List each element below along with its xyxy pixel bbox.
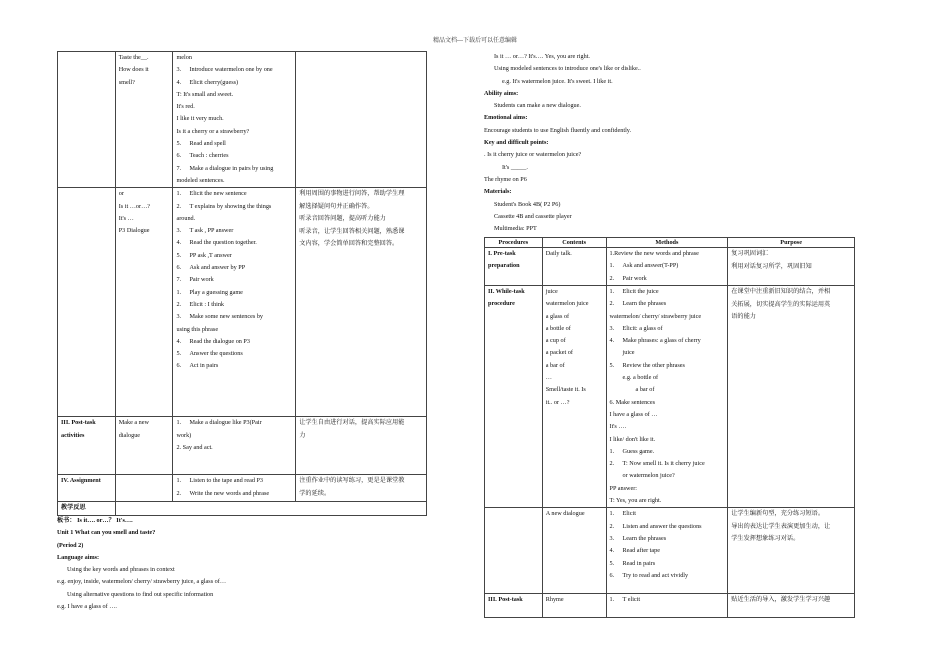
cell-line: It's … <box>118 214 134 222</box>
header-methods: Methods <box>606 238 728 248</box>
cell-line: it.. or …? <box>545 398 570 406</box>
table-row <box>58 475 427 502</box>
table-row <box>485 286 855 508</box>
item-text: Answer the questions <box>189 350 243 358</box>
cell-line <box>610 446 725 458</box>
cell-line: modeled sentences. <box>176 176 225 184</box>
cell-line: dialogue <box>118 431 141 439</box>
item-number: 6. <box>176 264 182 272</box>
item-text: Listen and answer the questions <box>622 522 702 530</box>
cell-line <box>610 286 725 298</box>
item-text: T elicit <box>622 596 641 604</box>
text-line: Student's Book 4B( P2 P6) <box>494 200 561 208</box>
cell-line: T: It's small and sweet. <box>176 90 234 98</box>
text-line: Using the key words and phrases in context <box>67 566 175 574</box>
cell-line <box>176 360 292 372</box>
item-number: 2. <box>609 274 615 282</box>
text-line: e.g. I have a glass of …. <box>57 603 117 611</box>
item-text: Write the new words and phrase <box>189 489 270 497</box>
cell-line: work) <box>176 431 192 439</box>
cell-line: T: Yes, you are right. <box>609 497 662 505</box>
methods-cell <box>173 188 296 417</box>
item-number: 1. <box>176 190 182 198</box>
cell-line <box>176 250 292 262</box>
item-text: T explains by showing the things <box>189 202 272 210</box>
contents-cell <box>542 594 606 618</box>
cell-line <box>176 311 292 323</box>
cell-line <box>176 77 292 89</box>
cell-line: a bar of <box>635 386 655 394</box>
stage-cell <box>485 508 543 594</box>
item-text: Read the question together. <box>189 239 257 247</box>
cell-line: I have a glass of … <box>609 410 658 418</box>
methods-cell <box>606 508 728 594</box>
item-text: Read the dialogue on P3 <box>189 337 250 345</box>
item-number: 6. <box>609 571 615 579</box>
cell-line <box>176 348 292 360</box>
table-row <box>485 594 855 618</box>
cell-line: 听录音回答问题，提高听力能力 <box>299 215 386 223</box>
section-heading: Key and difficult points: <box>484 139 549 147</box>
cell-line: 利用对话复习所学，巩固旧知 <box>731 262 812 270</box>
cell-line: juice <box>545 288 558 295</box>
text-line: . Is it cherry juice or watermelon juice? <box>484 151 582 159</box>
contents-cell <box>115 52 173 188</box>
item-text: Ask and answer by PP <box>189 264 246 272</box>
cell-line: watermelon/ cherry/ strawberry juice <box>609 312 702 320</box>
table-row <box>485 508 855 594</box>
cell-line: a cup of <box>545 337 566 345</box>
right-lesson-table <box>484 237 855 618</box>
cell-line: Is it …or…? <box>118 202 151 210</box>
item-number: 4. <box>176 239 182 247</box>
cell-line: a glass of <box>545 312 570 320</box>
contents-cell <box>542 248 606 286</box>
table-header-row <box>485 238 855 248</box>
item-number: 7. <box>176 164 182 172</box>
cell-line: 听录音，让学生回答相关问题，熟悉课 <box>299 227 405 235</box>
item-text: Read after tape <box>622 547 660 555</box>
cell-line <box>176 488 292 500</box>
item-text: Ask and answer(T-PP) <box>622 262 679 270</box>
cell-line <box>176 475 292 487</box>
item-number: 6. <box>176 362 182 370</box>
cell-line <box>176 64 292 76</box>
cell-line <box>176 274 292 286</box>
stage-cell <box>485 248 543 286</box>
item-number: 4. <box>609 547 615 555</box>
cell-line: a bar of <box>545 361 565 369</box>
item-text: Read in pairs <box>622 559 656 567</box>
stage-label: II. While-task procedure <box>488 288 525 308</box>
table-row <box>58 502 427 515</box>
cell-line <box>176 188 292 200</box>
methods-cell <box>606 286 728 508</box>
cell-line <box>176 150 292 162</box>
purpose-cell <box>728 248 855 286</box>
cell-line: Is it a cherry or a strawberry? <box>176 127 250 135</box>
cell-line: 语的能力 <box>731 313 756 320</box>
cell-line: How does it <box>118 66 149 74</box>
header-contents: Contents <box>542 238 606 248</box>
cell-line: 学的延续。 <box>299 489 331 497</box>
cell-line: 关拓展，切实提高学生的实际运用英 <box>731 300 831 308</box>
section-heading: 板书： Is it…. or…？ It's…. <box>57 517 133 524</box>
cell-line: A new dialogue <box>545 510 585 518</box>
cell-line: 让学生编新句型，充分练习短语。 <box>731 510 825 518</box>
item-text: T: Now smell it. Is it cherry juice <box>622 460 705 468</box>
item-number: 5. <box>176 350 182 358</box>
item-number: 1. <box>176 419 182 427</box>
cell-line <box>610 558 725 570</box>
item-number: 4. <box>176 78 182 86</box>
stage-cell <box>58 52 116 188</box>
cell-line: or watermelon juice? <box>622 472 675 480</box>
header-procedures: Procedures <box>485 238 543 248</box>
section-heading: Ability aims: <box>484 89 519 97</box>
stage-label: III. Post-task <box>488 596 523 604</box>
cell-line <box>610 570 725 582</box>
purpose-cell <box>728 286 855 508</box>
section-heading: Language aims: <box>57 553 100 561</box>
item-number: 1. <box>609 288 615 295</box>
header-purpose: Purpose <box>728 238 855 248</box>
cell-line: 2. Say and act. <box>176 443 213 451</box>
cell-line: a bottle of <box>545 324 571 332</box>
cell-line <box>176 299 292 311</box>
item-text: Pair work <box>189 276 214 284</box>
stage-cell <box>58 502 116 515</box>
cell-line <box>610 260 725 272</box>
item-number: 6. <box>176 152 182 160</box>
cell-line <box>176 138 292 150</box>
cell-line: Make a new <box>118 419 149 427</box>
cell-line: It's red. <box>176 103 195 111</box>
cell-line: … <box>545 374 552 382</box>
cell-line: 利用周围的事物进行问答，帮助学生理 <box>299 190 405 198</box>
cell-line: Rhyme <box>545 596 564 604</box>
cell-line <box>176 163 292 175</box>
purpose-cell <box>728 594 855 618</box>
left-lesson-table <box>57 51 427 516</box>
item-number: 1. <box>609 262 615 270</box>
item-number: 2. <box>609 522 615 530</box>
cell-line: Smell/taste it. Is <box>545 386 586 394</box>
cell-line <box>176 225 292 237</box>
item-number: 3. <box>609 534 615 542</box>
cell-line: 6. Make sentences <box>609 398 656 406</box>
cell-line: 导出的表达让学生表演更加生动，让 <box>731 522 831 530</box>
cell-line <box>610 458 725 470</box>
cell-line: using this phrase <box>176 325 219 333</box>
contents-cell <box>115 188 173 417</box>
cell-line: 注重作业中的读写练习，更是是课堂教 <box>299 477 405 485</box>
item-number: 5. <box>176 251 182 259</box>
item-number: 3. <box>609 324 615 332</box>
item-text: Read and spell <box>189 140 226 148</box>
stage-label: IV. Assignment <box>61 477 101 485</box>
item-number: 2. <box>176 300 182 308</box>
item-text: Learn the phrases <box>622 534 667 542</box>
item-text: Make some new sentences by <box>189 313 264 321</box>
contents-cell <box>542 286 606 508</box>
stage-cell <box>485 286 543 508</box>
cell-line: I like/ don't like it. <box>609 435 656 443</box>
item-number: 3. <box>176 66 182 74</box>
text-line: Using alternative questions to find out specific information <box>67 590 214 598</box>
cell-line <box>610 335 725 347</box>
section-heading: Emotional aims: <box>484 114 528 122</box>
cell-line: Taste the__. <box>118 54 149 61</box>
cell-line: watermelon juice <box>545 300 589 308</box>
cell-line: 文内容，学会简单回答和完整回答。 <box>299 240 399 248</box>
item-text: Elicit the juice <box>622 288 659 295</box>
item-text: Teach : cherries <box>189 152 229 160</box>
cell-line: It's …. <box>609 423 627 431</box>
purpose-cell <box>296 475 427 502</box>
methods-cell <box>173 52 296 188</box>
purpose-cell <box>296 52 427 188</box>
contents-cell <box>115 475 173 502</box>
cell-line: e.g. a bottle of <box>622 374 659 382</box>
cell-line <box>176 287 292 299</box>
item-number: 4. <box>176 337 182 345</box>
table-row <box>58 417 427 475</box>
item-text: Act in pairs <box>189 362 219 370</box>
item-text: Make phrases: a glass of cherry <box>622 337 701 345</box>
methods-cell <box>173 475 296 502</box>
page-header: 精品文档---下载后可以任意编辑 <box>433 38 517 44</box>
cell-line: juice <box>622 349 635 357</box>
cell-line <box>610 521 725 533</box>
item-text: Guess game. <box>622 447 655 455</box>
cell-line <box>610 533 725 545</box>
item-number: 1. <box>176 288 182 296</box>
item-text: Elicit : I think <box>189 300 225 308</box>
stage-cell <box>58 417 116 475</box>
text-line: The rhyme on P6 <box>484 175 527 183</box>
cell-line: P3 Dialogue <box>118 227 150 235</box>
item-text: Make a dialogue in pairs by using <box>189 164 274 172</box>
item-text: PP ask ,T answer <box>189 251 232 259</box>
cell-line: or <box>118 190 124 198</box>
text-line: e.g. enjoy, inside, watermelon/ cherry/ strawberry juice, a glass of… <box>57 578 227 586</box>
table-row <box>58 188 427 417</box>
purpose-cell <box>296 188 427 417</box>
text-line: Students can make a new dialogue. <box>494 102 581 110</box>
section-heading: Materials: <box>484 188 512 196</box>
item-number: 3. <box>176 313 182 321</box>
stage-label: III. Post-task activities <box>61 419 96 439</box>
stage-label: 教学反思 <box>61 504 86 512</box>
item-number: 1. <box>609 596 615 604</box>
item-text: Introduce watermelon one by one <box>189 66 273 74</box>
stage-cell <box>58 475 116 502</box>
methods-cell <box>606 594 728 618</box>
item-number: 1. <box>609 510 615 518</box>
cell-line: melon <box>176 54 192 61</box>
item-number: 7. <box>176 276 182 284</box>
cell-line: 1.Review the new words and phrase <box>609 250 699 257</box>
item-text: Listen to the tape and read P3 <box>189 477 264 485</box>
text-line: Multimedia: PPT <box>494 225 537 233</box>
item-text: Elicit cherry(guess) <box>189 78 239 86</box>
cell-line: 贴近生活的导入，激发学生学习兴趣 <box>731 596 831 604</box>
item-number: 2. <box>609 300 615 308</box>
cell-line: around. <box>176 214 196 222</box>
item-number: 4. <box>609 337 615 345</box>
text-line: Is it … or…? It's…. Yes, you are right. <box>494 53 590 60</box>
item-number: 2. <box>176 489 182 497</box>
stage-label: I. Pre-task preparation <box>488 250 520 270</box>
table-row <box>58 52 427 188</box>
item-text: Make a dialogue like P3(Pair <box>189 419 262 427</box>
cell-line <box>610 360 725 372</box>
left-notes <box>57 515 226 613</box>
cell-line: 复习巩固词汇 <box>731 250 769 257</box>
cell-line <box>176 336 292 348</box>
section-heading: Unit 1 What can you smell and taste? <box>57 529 156 537</box>
contents-cell <box>542 508 606 594</box>
stage-cell <box>58 188 116 417</box>
item-number: 5. <box>609 559 615 567</box>
cell-line <box>176 417 292 429</box>
right-notes <box>484 51 641 235</box>
item-number: 3. <box>176 227 182 235</box>
item-text: Elicit the new sentence <box>189 190 247 198</box>
purpose-cell <box>296 417 427 475</box>
cell-line <box>610 273 725 285</box>
item-text: Review the other phrases <box>622 361 685 369</box>
cell-line <box>610 545 725 557</box>
item-number: 2. <box>609 460 615 468</box>
cell-line <box>176 237 292 249</box>
cell-line: 解选择疑问句并正确作答。 <box>299 202 374 210</box>
item-text: Play a guessing game <box>189 288 243 296</box>
item-text: Pair work <box>622 274 647 282</box>
cell-line: PP answer: <box>609 484 637 492</box>
item-number: 1. <box>176 477 182 485</box>
purpose-cell <box>728 508 855 594</box>
reflection-cell <box>115 502 426 515</box>
stage-cell <box>485 594 543 618</box>
item-number: 1. <box>609 447 615 455</box>
cell-line: 力 <box>299 431 306 439</box>
cell-line <box>610 323 725 335</box>
methods-cell <box>606 248 728 286</box>
cell-line: Daily talk. <box>545 250 572 257</box>
section-heading: (Period 2) <box>57 541 84 549</box>
cell-line: a packet of <box>545 349 573 357</box>
text-line: Using modeled sentences to introduce one's like or dislike.. <box>494 65 641 73</box>
cell-line <box>610 298 725 310</box>
cell-line: I like it very much. <box>176 115 224 123</box>
item-number: 2. <box>176 202 182 210</box>
cell-line: smell? <box>118 78 135 86</box>
contents-cell <box>115 417 173 475</box>
table-row <box>485 248 855 286</box>
cell-line: 让学生自由进行对话，提高实际应用能 <box>299 419 405 427</box>
cell-line <box>176 201 292 213</box>
methods-cell <box>173 417 296 475</box>
text-line: Cassette 4B and cassette player <box>494 212 572 220</box>
item-number: 5. <box>609 361 615 369</box>
cell-line: 学生发挥想象练习对话。 <box>731 535 800 543</box>
item-number: 5. <box>176 140 182 148</box>
cell-line <box>610 594 725 606</box>
cell-line: 在课堂中注重新旧知识的结合，并相 <box>731 288 831 295</box>
cell-line <box>610 508 725 520</box>
text-line: Encourage students to use English fluently and confidently. <box>484 126 632 134</box>
item-text: Elicit: a glass of <box>622 324 663 332</box>
text-line: It's _____. <box>502 163 528 171</box>
item-text: Elicit <box>622 510 636 518</box>
cell-line <box>176 262 292 274</box>
item-text: Try to read and act vividly <box>622 571 689 579</box>
item-text: Learn the phrases <box>622 300 667 308</box>
text-line: e.g. It's watermelon juice. It's sweet. I like it. <box>502 77 613 85</box>
item-text: T ask , PP answer <box>189 227 234 235</box>
